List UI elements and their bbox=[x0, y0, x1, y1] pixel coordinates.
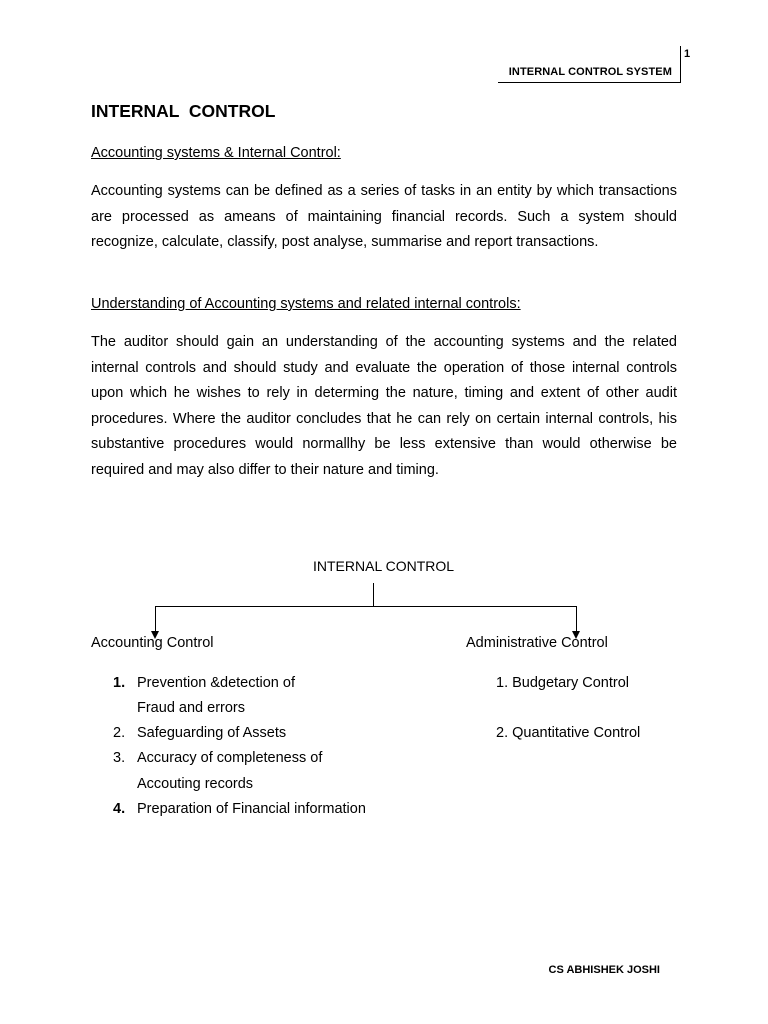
diagram-title: INTERNAL CONTROL bbox=[313, 558, 455, 574]
list-item-text: Preparation of Financial information bbox=[137, 801, 366, 817]
list-item bbox=[113, 797, 433, 822]
section-heading-understanding: Understanding of Accounting systems and related internal controls: bbox=[91, 296, 521, 312]
list-item-continuation bbox=[113, 772, 433, 797]
paragraph-accounting-systems: Accounting systems can be defined as a series of tasks in an entity by which transactions are processed as ameans of maintaining financial records. Such a system should recognize, calculate, classify, post analyse, summarise and report transactions. bbox=[91, 183, 677, 250]
accounting-control-label: Accounting Control bbox=[91, 635, 214, 651]
administrative-control-item: 1. Budgetary Control bbox=[496, 675, 629, 691]
header-rule bbox=[498, 82, 681, 83]
diagram-branch-line bbox=[155, 606, 577, 607]
diagram-stem-line bbox=[373, 583, 374, 606]
administrative-control-item: 2. Quantitative Control bbox=[496, 725, 641, 741]
footer-author: CS ABHISHEK JOSHI bbox=[548, 964, 660, 976]
section-heading-accounting-systems: Accounting systems & Internal Control: bbox=[91, 145, 341, 161]
list-item-number: 4. bbox=[113, 801, 126, 817]
list-item-text: Accouting records bbox=[137, 776, 254, 792]
header-divider-vertical bbox=[680, 46, 681, 82]
diagram-left-connector bbox=[155, 606, 156, 631]
list-item-number: 1. bbox=[113, 675, 126, 691]
list-item-number: 2. bbox=[113, 725, 126, 741]
list-item-text: Prevention &detection of bbox=[137, 675, 295, 691]
running-header-title: INTERNAL CONTROL SYSTEM bbox=[508, 66, 672, 78]
list-item-text: Accuracy of completeness of bbox=[137, 750, 323, 766]
list-item bbox=[113, 721, 433, 746]
list-item-number: 3. bbox=[113, 750, 126, 766]
list-item-text: Fraud and errors bbox=[137, 700, 245, 716]
list-item bbox=[113, 671, 433, 696]
page-title: INTERNAL CONTROL bbox=[91, 101, 276, 121]
diagram-right-connector bbox=[576, 606, 577, 631]
list-item bbox=[113, 746, 433, 771]
list-item-text: Safeguarding of Assets bbox=[137, 725, 287, 741]
administrative-control-label: Administrative Control bbox=[466, 635, 608, 651]
paragraph-understanding: The auditor should gain an understanding of the accounting systems and the related internal controls and should study and evaluate the operation of those internal controls upon which he wishes to rely in determing the nature, timing and extent of other audit procedures. Where the auditor concludes that he can rely on certain internal controls, his substantive procedures would normallhy be less extensive than would otherwise be required and may also differ to their nature and timing. bbox=[91, 334, 677, 478]
page-number: 1 bbox=[684, 48, 691, 60]
list-item-continuation bbox=[113, 696, 433, 721]
